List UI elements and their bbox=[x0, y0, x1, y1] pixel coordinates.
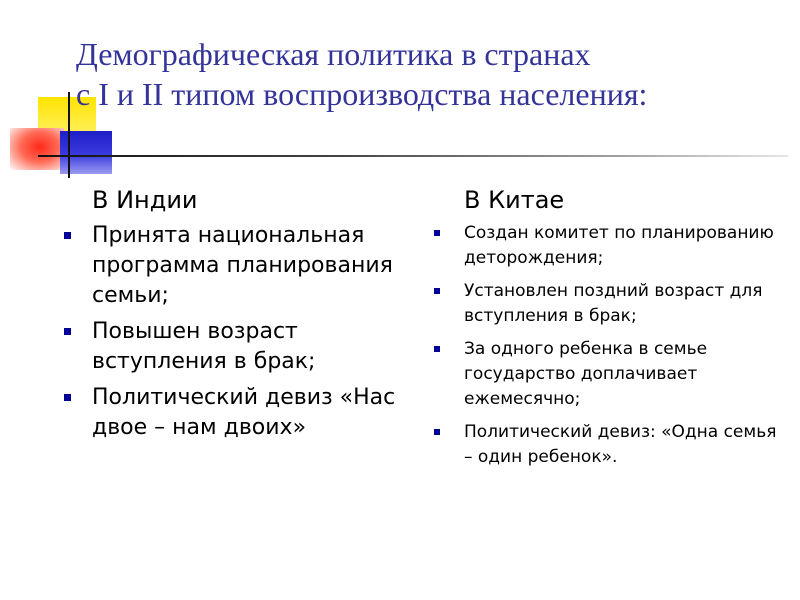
decorative-vertical-line bbox=[68, 92, 70, 178]
slide-title bbox=[76, 34, 796, 114]
square-bullet-icon bbox=[64, 394, 71, 401]
slide-title-line-1: Демографическая политика в странах bbox=[76, 36, 591, 72]
list-item bbox=[432, 337, 782, 412]
list-item-text: Политический девиз: «Одна семья – один ребенок». bbox=[464, 422, 777, 467]
india-heading: В Индии bbox=[92, 186, 198, 214]
square-bullet-icon bbox=[434, 429, 440, 435]
list-item bbox=[432, 420, 782, 470]
title-underline bbox=[38, 155, 788, 157]
china-column bbox=[432, 183, 782, 478]
china-heading: В Китае bbox=[464, 186, 565, 214]
india-bullet-list bbox=[62, 221, 432, 443]
list-item-text: Установлен поздний возраст для вступления в брак; bbox=[464, 281, 763, 326]
list-item bbox=[432, 221, 782, 271]
list-item-text: Создан комитет по планированию деторождения; bbox=[464, 223, 774, 268]
list-item-text: Принята национальная программа планирования семьи; bbox=[92, 223, 393, 308]
square-bullet-icon bbox=[434, 346, 440, 352]
decorative-red-square bbox=[10, 128, 64, 170]
list-item-text: За одного ребенка в семье государство доплачивает ежемесячно; bbox=[464, 339, 708, 409]
list-item-text: Политический девиз «Нас двое – нам двоих» bbox=[92, 385, 396, 440]
slide-title-line-2: с I и II типом воспроизводства населения: bbox=[76, 76, 648, 112]
china-bullet-list bbox=[432, 221, 782, 470]
square-bullet-icon bbox=[434, 288, 440, 294]
square-bullet-icon bbox=[434, 230, 440, 236]
india-column bbox=[62, 183, 432, 449]
list-item bbox=[62, 221, 432, 311]
list-item bbox=[62, 383, 432, 443]
square-bullet-icon bbox=[64, 232, 71, 239]
list-item bbox=[432, 279, 782, 329]
list-item-text: Повышен возраст вступления в брак; bbox=[92, 319, 316, 374]
square-bullet-icon bbox=[64, 328, 71, 335]
list-item bbox=[62, 317, 432, 377]
